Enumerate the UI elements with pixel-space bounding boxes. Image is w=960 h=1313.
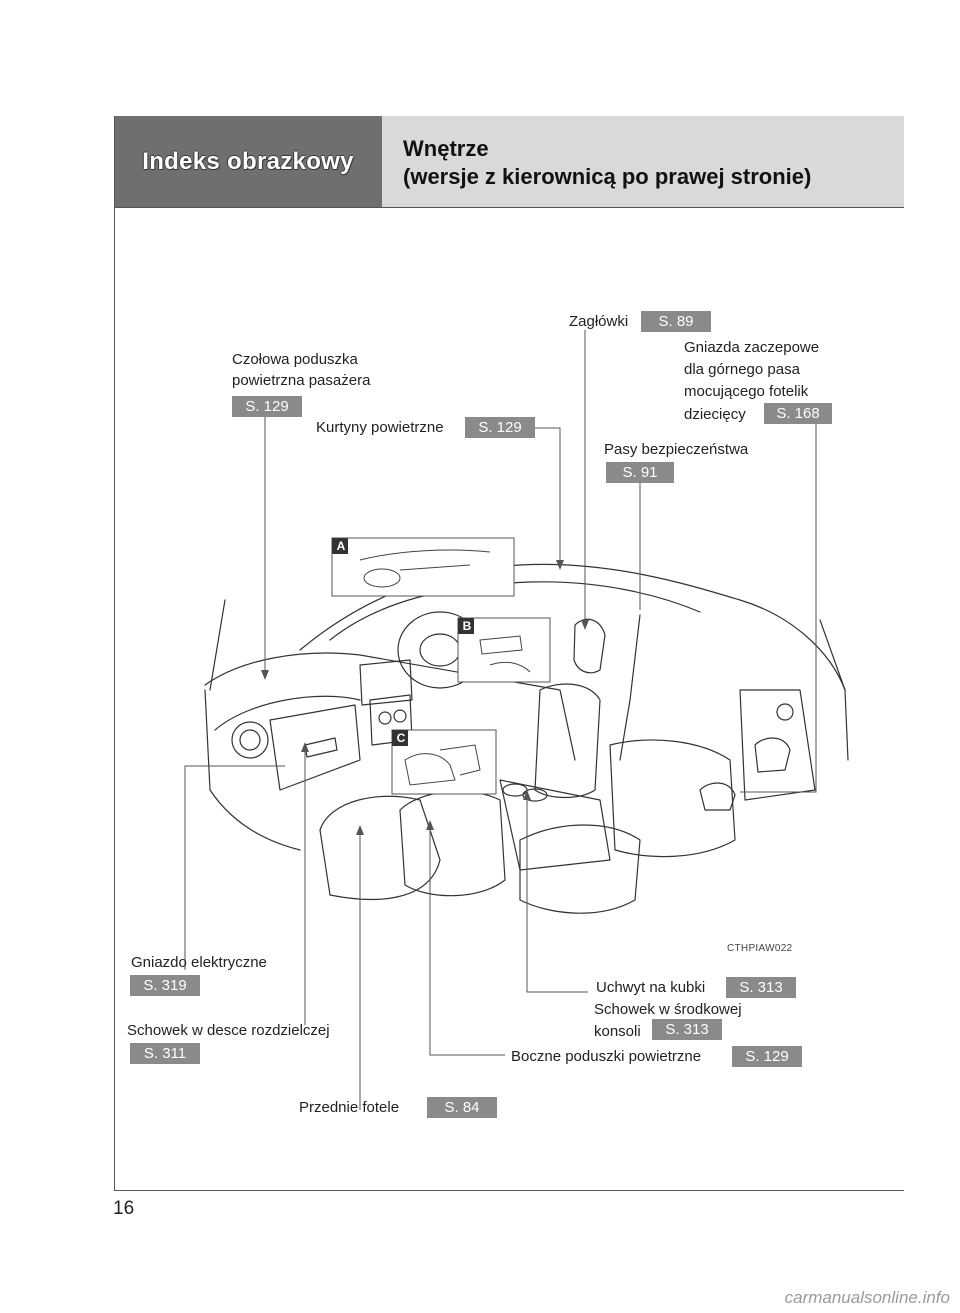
tether-anchors-label-2: dla górnego pasa — [684, 361, 800, 378]
glove-box-label: Schowek w desce rozdzielczej — [127, 1022, 330, 1039]
inset-c-letter: C — [396, 731, 406, 745]
glove-box-ref[interactable]: S. 311 — [130, 1043, 200, 1064]
front-seats-label: Przednie fotele — [299, 1099, 400, 1116]
section-title: Indeks obrazkowy — [142, 147, 354, 175]
front-passenger-airbag-ref[interactable]: S. 129 — [232, 396, 302, 417]
page-number: 16 — [113, 1198, 135, 1219]
footer-watermark: carmanualsonline.info — [784, 1288, 950, 1307]
cup-holder-ref[interactable]: S. 313 — [726, 977, 796, 998]
console-box-label-1: Schowek w środkowej — [594, 1001, 742, 1018]
tether-anchors-label-1: Gniazda zaczepowe — [684, 339, 820, 356]
curtain-airbags-ref[interactable]: S. 129 — [465, 417, 535, 438]
power-outlet-label: Gniazdo elektryczne — [131, 954, 267, 971]
inset-a-letter: A — [336, 539, 346, 553]
tether-anchors-label-3: mocującego fotelik — [684, 383, 809, 400]
seatbelts-label: Pasy bezpieczeństwa — [604, 441, 749, 458]
cup-holder-label: Uchwyt na kubki — [596, 979, 706, 996]
inset-b-letter: B — [462, 619, 472, 633]
console-box-label-2: konsoli — [594, 1023, 641, 1040]
console-box-ref[interactable]: S. 313 — [652, 1019, 722, 1040]
power-outlet-ref[interactable]: S. 319 — [130, 975, 200, 996]
curtain-airbags-label: Kurtyny powietrzne — [316, 419, 444, 436]
front-seats-ref[interactable]: S. 84 — [427, 1097, 497, 1118]
side-airbags-ref[interactable]: S. 129 — [732, 1046, 802, 1067]
seatbelts-ref[interactable]: S. 91 — [606, 462, 674, 483]
front-passenger-airbag-label-2: powietrzna pasażera — [232, 372, 371, 389]
page-title-line2: (wersje z kierownicą po prawej stronie) — [403, 164, 812, 189]
tether-anchors-label-4: dziecięcy — [684, 406, 746, 423]
headrests-ref[interactable]: S. 89 — [641, 311, 711, 332]
page-title-line1: Wnętrze — [403, 136, 489, 161]
tether-anchors-ref[interactable]: S. 168 — [764, 403, 832, 424]
side-airbags-label: Boczne poduszki powietrzne — [511, 1048, 702, 1065]
figure-code: CTHPIAW022 — [727, 943, 793, 954]
front-passenger-airbag-label-1: Czołowa poduszka — [232, 351, 358, 368]
headrests-label: Zagłówki — [569, 313, 629, 330]
